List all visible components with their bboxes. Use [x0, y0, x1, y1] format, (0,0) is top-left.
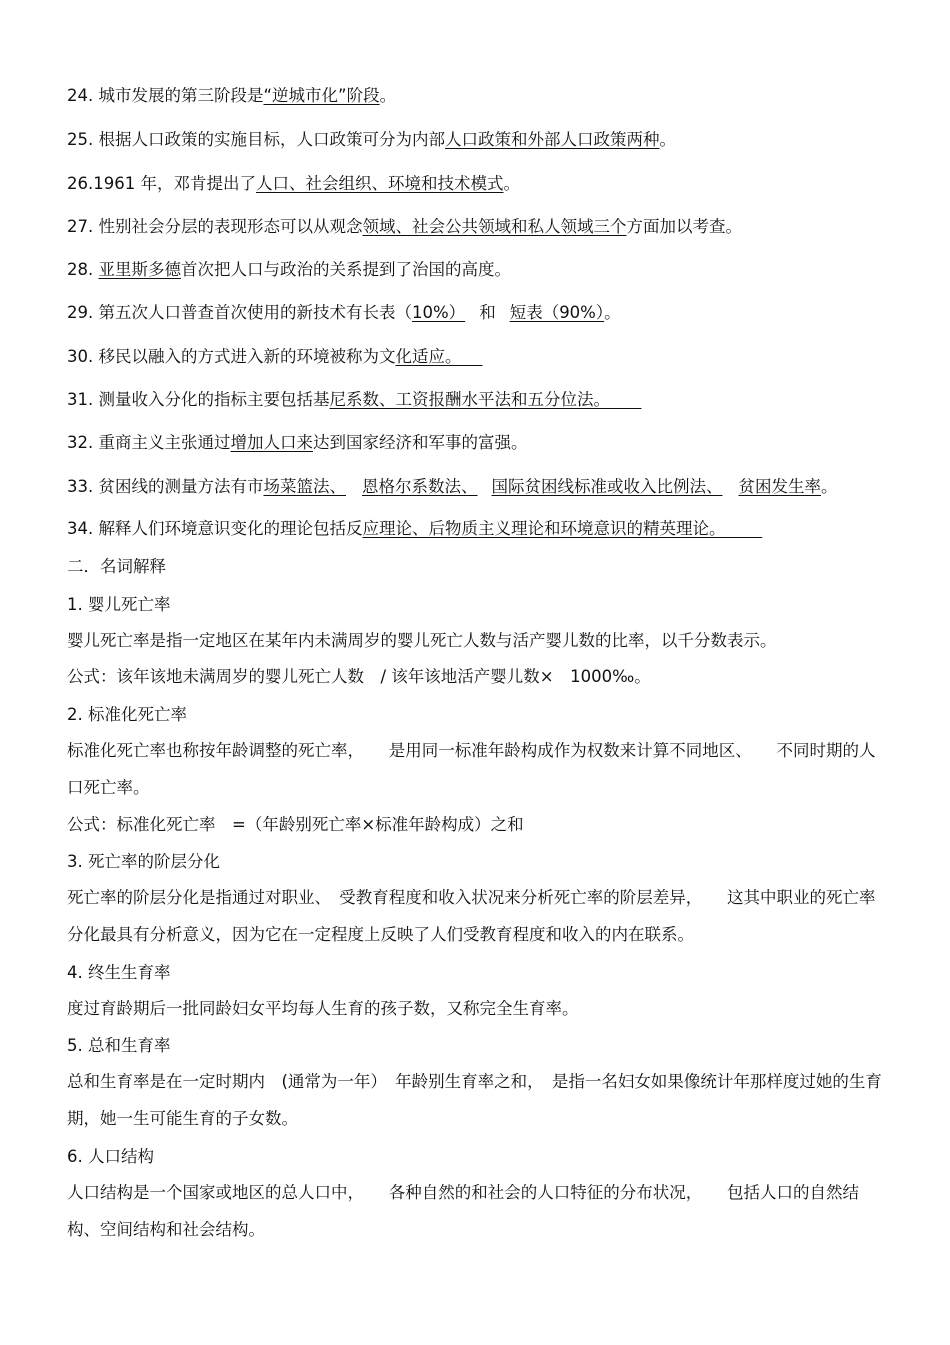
term-definition-6: 人口结构是一个国家或地区的总人口中， 各种自然的和社会的人口特征的分布状况， 包括人口的自然结构、空间结构和社会结构。 — [67, 1183, 859, 1239]
term-definition-3: 死亡率的阶层分化是指通过对职业、 受教育程度和收入状况来分析死亡率的阶层差异， 这其中职业的死亡率分化最具有分析意义，因为它在一定程度上反映了人们受教育程度和收入的内在联系。 — [67, 888, 876, 944]
item-text: 29. 第五次人口普查首次使用的新技术有长表（ — [67, 303, 412, 322]
answer-blank: 恩格尔系数法、 — [362, 477, 478, 496]
answer-blank: 短表（90%） — [509, 303, 605, 322]
item-text: 26.1961 年，邓肯提出了 — [67, 174, 256, 193]
item-text: 。 — [604, 303, 621, 322]
answer-blank: 场菜篮法、 — [263, 477, 346, 496]
term-definition-4: 度过育龄期后一批同龄妇女平均每人生育的孩子数，又称完全生育率。 — [67, 999, 579, 1018]
item-text: 27. 性别社会分层的表现形态可以从观念 — [67, 217, 363, 236]
fill-blank-item-32 — [67, 433, 890, 453]
item-text: 。 — [659, 130, 676, 149]
answer-blank: 10%） — [412, 303, 466, 322]
item-text: 24. 城市发展的第三阶段是 — [67, 86, 264, 105]
answer-blank: 化适应。 — [395, 347, 462, 366]
item-text: 32. 重商主义主张通过 — [67, 433, 231, 452]
term-title-3: 3. 死亡率的阶层分化 — [67, 852, 220, 871]
fill-blank-item-30 — [67, 347, 890, 367]
item-text: 28. — [67, 260, 99, 279]
fill-blank-item-26 — [67, 174, 890, 194]
item-text: 方面加以考查。 — [626, 217, 742, 236]
answer-blank: 领域、社会公共领域和私人领域三个 — [362, 217, 627, 236]
term-definition-2: 标准化死亡率也称按年龄调整的死亡率， 是用同一标准年龄构成作为权数来计算不同地区、 不同时期的人口死亡率。 — [67, 741, 876, 797]
fill-blank-item-31 — [67, 390, 890, 410]
fill-blank-item-28 — [67, 260, 890, 280]
answer-blank: 增加人口来 — [230, 433, 313, 452]
fill-blank-item-33 — [67, 477, 890, 497]
term-formula-2: 公式：标准化死亡率 =（年龄别死亡率×标准年龄构成）之和 — [67, 815, 524, 834]
term-definition-5: 总和生育率是在一定时期内 (通常为一年） 年龄别生育率之和， 是指一名妇女如果像统计年那样度过她的生育期，她一生可能生育的子女数。 — [67, 1072, 882, 1128]
fill-blank-item-27 — [67, 217, 890, 237]
fill-blank-item-25 — [67, 130, 890, 150]
answer-blank: 人口、社会组织、环境和技术模式 — [255, 174, 504, 193]
blank-underline-tail — [462, 347, 483, 366]
term-title-1: 1. 婴儿死亡率 — [67, 595, 171, 614]
fill-blank-item-29 — [67, 303, 890, 323]
term-definition-1: 婴儿死亡率是指一定地区在某年内未满周岁的婴儿死亡人数与活产婴儿数的比率，以千分数表示。 — [67, 631, 777, 650]
blank-underline-tail — [726, 519, 763, 538]
term-title-5: 5. 总和生育率 — [67, 1036, 171, 1055]
answer-blank: 亚里斯多德 — [98, 260, 181, 279]
item-text: 31. 测量收入分化的指标主要包括基 — [67, 390, 330, 409]
item-text: 34. 解释人们环境意识变化的理论包括反 — [67, 519, 363, 538]
answer-blank: 贫困发生率 — [738, 477, 821, 496]
item-text: 。 — [821, 477, 838, 496]
item-text: 30. 移民以融入的方式进入新的环境被称为文 — [67, 347, 396, 366]
section-heading: 二．名词解释 — [67, 557, 166, 576]
blank-underline-tail — [610, 390, 641, 409]
term-title-4: 4. 终生生育率 — [67, 963, 171, 982]
term-title-6: 6. 人口结构 — [67, 1147, 154, 1166]
answer-blank: 国际贫困线标准或收入比例法、 — [491, 477, 723, 496]
item-text: 33. 贫困线的测量方法有市 — [67, 477, 264, 496]
item-text: 。 — [379, 86, 397, 105]
fill-blank-item-34 — [67, 519, 890, 539]
term-title-2: 2. 标准化死亡率 — [67, 705, 187, 724]
item-text: 和 — [479, 303, 496, 322]
item-text: 25. 根据人口政策的实施目标，人口政策可分为内部 — [67, 130, 445, 149]
item-text: 。 — [503, 174, 520, 193]
term-formula-1: 公式：该年该地未满周岁的婴儿死亡人数 / 该年该地活产婴儿数× 1000‰。 — [67, 667, 651, 686]
answer-blank: 尼系数、工资报酬水平法和五分位法。 — [329, 390, 610, 409]
answer-blank: 应理论、后物质主义理论和环境意识的精英理论。 — [362, 519, 726, 538]
answer-blank: 人口政策和外部人口政策两种 — [445, 130, 660, 149]
item-text: 首次把人口与政治的关系提到了治国的高度。 — [181, 260, 511, 279]
fill-blank-item-24 — [67, 86, 890, 106]
item-text: 达到国家经济和军事的富强。 — [313, 433, 528, 452]
answer-blank: “逆城市化”阶段 — [263, 86, 380, 105]
